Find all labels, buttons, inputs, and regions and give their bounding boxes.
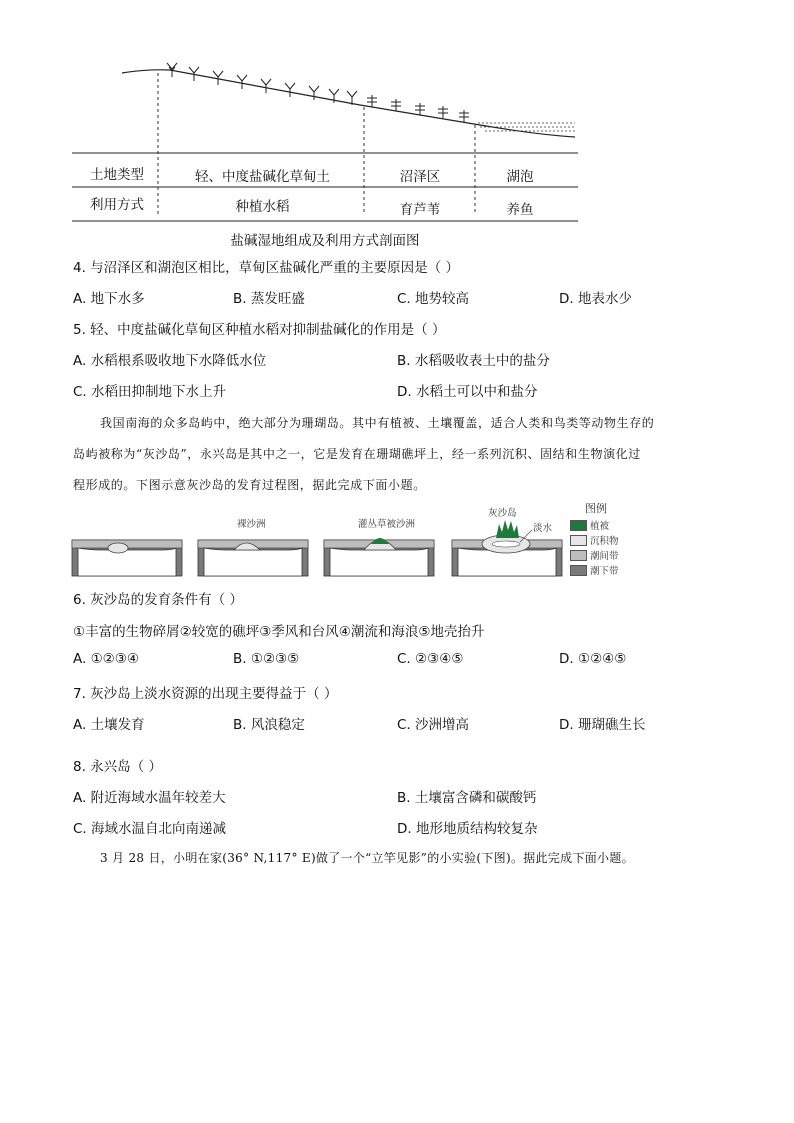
q7-option-c[interactable]: C. 沙洲增高: [397, 717, 470, 733]
usage-rice: 种植水稻: [235, 199, 290, 215]
legend-label-sediment: 沉积物: [590, 536, 619, 547]
usage-fish: 养鱼: [506, 202, 534, 218]
passage2-line-1: 我国南海的众多岛屿中，绝大部分为珊瑚岛。其中有植被、土壤覆盖，适合人类和鸟类等动物生存的: [100, 416, 655, 430]
legend-swatch-intertidal: [570, 550, 587, 561]
legend-title: 图例: [585, 502, 607, 515]
freshwater-label: 淡水: [533, 523, 553, 534]
panel-3: [324, 538, 434, 576]
legend-swatch-vegetation: [570, 520, 587, 531]
q5-option-a[interactable]: A. 水稻根系吸收地下水降低水位: [73, 353, 267, 369]
q5-option-d[interactable]: D. 水稻土可以中和盐分: [397, 384, 538, 400]
figure1-caption: 盐碱湿地组成及利用方式剖面图: [230, 233, 420, 249]
terrain-slope-line: [122, 70, 575, 137]
usage-reed: 育芦苇: [399, 202, 441, 218]
q5-option-c[interactable]: C. 水稻田抑制地下水上升: [73, 384, 227, 400]
legend-label-intertidal: 潮间带: [590, 551, 619, 562]
q6-option-d[interactable]: D. ①②④⑤: [559, 651, 627, 667]
q4-option-b[interactable]: B. 蒸发旺盛: [233, 291, 305, 307]
legend-swatch-sediment: [570, 535, 587, 546]
row-label-land-type: 土地类型: [90, 167, 144, 183]
q8-option-a[interactable]: A. 附近海域水温年较差大: [73, 790, 226, 806]
q7-option-b[interactable]: B. 风浪稳定: [233, 717, 305, 733]
legend-label-vegetation: 植被: [590, 521, 610, 532]
land-type-marsh: 沼泽区: [399, 169, 441, 185]
row-label-usage: 利用方式: [90, 197, 144, 213]
land-type-meadow: 轻、中度盐碱化草甸土: [195, 169, 330, 185]
q4-option-a[interactable]: A. 地下水多: [73, 291, 145, 307]
passage2-line-3: 程形成的。下图示意灰沙岛的发育过程图，据此完成下面小题。: [73, 478, 426, 492]
panel-2: [198, 540, 308, 576]
stage-label-bare-sandbar: 裸沙洲: [237, 519, 266, 530]
q6-stem: 6. 灰沙岛的发育条件有（ ）: [73, 592, 243, 608]
legend-label-subtidal: 潮下带: [590, 566, 619, 577]
q8-stem: 8. 永兴岛（ ）: [73, 759, 162, 775]
stage-label-shrub-sandbar: 灌丛草被沙洲: [358, 519, 416, 530]
panel-1: [72, 540, 182, 576]
q4-stem: 4. 与沼泽区和湖泡区相比，草甸区盐碱化严重的主要原因是（ ）: [73, 260, 459, 276]
q4-option-c[interactable]: C. 地势较高: [397, 291, 470, 307]
stage-label-grey-sand-island: 灰沙岛: [488, 508, 517, 519]
q6-choices-line: ①丰富的生物碎屑②较宽的礁坪③季风和台风④潮流和海浪⑤地壳抬升: [73, 624, 485, 640]
q7-option-d[interactable]: D. 珊瑚礁生长: [559, 717, 646, 733]
q5-option-b[interactable]: B. 水稻吸收表土中的盐分: [397, 353, 550, 369]
land-type-lake: 湖泡: [506, 169, 534, 185]
q7-option-a[interactable]: A. 土壤发育: [73, 717, 145, 733]
legend-swatch-subtidal: [570, 565, 587, 576]
q7-stem: 7. 灰沙岛上淡水资源的出现主要得益于（ ）: [73, 686, 338, 702]
q4-option-d[interactable]: D. 地表水少: [559, 291, 632, 307]
q8-option-c[interactable]: C. 海域水温自北向南递减: [73, 821, 227, 837]
q6-option-b[interactable]: B. ①②③⑤: [233, 651, 300, 667]
q6-option-a[interactable]: A. ①②③④: [73, 651, 139, 667]
q5-stem: 5. 轻、中度盐碱化草甸区种植水稻对抑制盐碱化的作用是（ ）: [73, 322, 446, 338]
q8-option-d[interactable]: D. 地形地质结构较复杂: [397, 821, 538, 837]
passage3-line: 3 月 28 日，小明在家(36° N,117° E)做了一个“立竿见影”的小实验(下图)。据此完成下面小题。: [100, 851, 634, 865]
q8-option-b[interactable]: B. 土壤富含磷和碳酸钙: [397, 790, 537, 806]
passage2-line-2: 岛屿被称为“灰沙岛”，永兴岛是其中之一，它是发育在珊瑚礁坪上，经一系列沉积、固结和生物演化过: [73, 447, 641, 461]
q6-option-c[interactable]: C. ②③④⑤: [397, 651, 464, 667]
